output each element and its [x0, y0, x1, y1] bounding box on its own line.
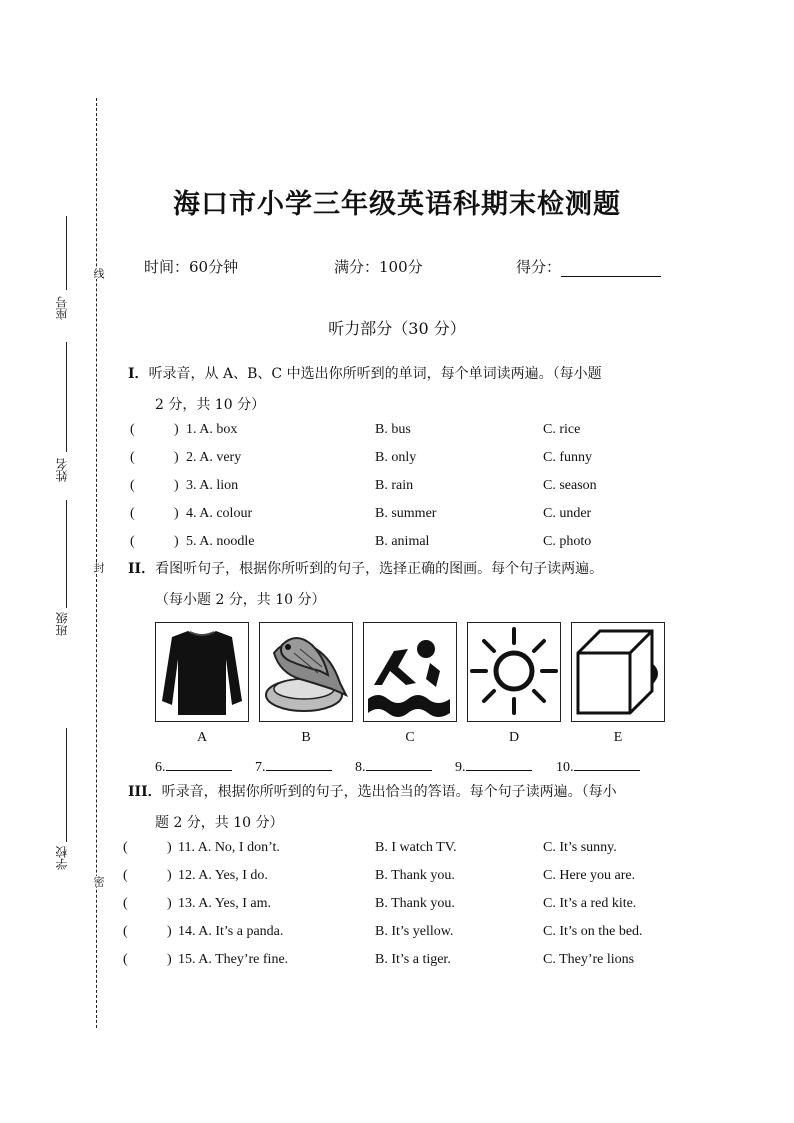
- option-c: C. Here you are.: [543, 868, 636, 883]
- section-1-instructions: [128, 360, 678, 388]
- seal-char-line: 线: [92, 268, 105, 279]
- answer-paren-open[interactable]: (: [123, 952, 128, 967]
- option-b: B. only: [375, 450, 417, 465]
- option-b: B. animal: [375, 534, 430, 549]
- picture-e-box: [571, 622, 665, 722]
- box-with-ball-icon: [572, 623, 664, 721]
- blank-number: 8.: [355, 760, 366, 775]
- answer-paren-close: ): [174, 534, 179, 549]
- swimming-icon: [364, 623, 456, 721]
- option-a: 14. A. It’s a panda.: [178, 924, 284, 939]
- section-1-number: I．: [128, 366, 149, 382]
- option-b: B. summer: [375, 506, 437, 521]
- answer-paren-close: ): [174, 506, 179, 521]
- seal-char-seal: 封: [92, 562, 105, 573]
- sun-icon: [468, 623, 560, 721]
- picture-letter: D: [508, 730, 520, 745]
- class-line: [66, 500, 67, 608]
- picture-letter: A: [196, 730, 208, 745]
- option-b: B. bus: [375, 422, 411, 437]
- option-b: B. It’s a tiger.: [375, 952, 451, 967]
- section-1-text: 听录音，从 A、B、C 中选出你所听到的单词，每个单词读两遍。（每小题: [148, 366, 602, 382]
- seat-number-label: 座号: [55, 296, 69, 320]
- answer-paren-open[interactable]: (: [130, 450, 135, 465]
- picture-c-swimming: [363, 622, 457, 722]
- answer-paren-close: ): [167, 952, 172, 967]
- section-2-instructions: [128, 555, 678, 583]
- section-3-instructions: [128, 778, 678, 806]
- section-3-text: 听录音，根据你所听到的句子，选出恰当的答语。每个句子读两遍。（每小: [161, 784, 617, 800]
- answer-blank[interactable]: [355, 756, 432, 776]
- answer-blank[interactable]: [556, 756, 640, 776]
- answer-paren-close: ): [174, 478, 179, 493]
- option-a: 12. A. Yes, I do.: [178, 868, 268, 883]
- option-b: B. Thank you.: [375, 896, 455, 911]
- name-label: 姓名: [55, 458, 69, 482]
- answer-blank[interactable]: [455, 756, 532, 776]
- section-2-text: 看图听句子，根据你所听到的句子，选择正确的图画。每个句子读两遍。: [155, 561, 604, 577]
- name-line: [66, 342, 67, 452]
- option-c: C. rice: [543, 422, 581, 437]
- time-info: 时间：60分钟: [144, 258, 239, 276]
- answer-paren-close: ): [167, 924, 172, 939]
- answer-paren-open[interactable]: (: [123, 896, 128, 911]
- fish-on-plate-icon: [260, 623, 352, 721]
- option-b: B. Thank you.: [375, 868, 455, 883]
- picture-d-sun: [467, 622, 561, 722]
- option-c: C. season: [543, 478, 597, 493]
- option-a: 3. A. lion: [186, 478, 239, 493]
- answer-paren-open[interactable]: (: [123, 840, 128, 855]
- answer-paren-close: ): [174, 450, 179, 465]
- section-3-number: III．: [128, 784, 162, 800]
- answer-paren-open[interactable]: (: [130, 422, 135, 437]
- blank-number: 6.: [155, 760, 166, 775]
- score-label: 得分：: [516, 258, 562, 276]
- option-c: C. photo: [543, 534, 592, 549]
- picture-letter: E: [613, 730, 623, 745]
- option-b: B. I watch TV.: [375, 840, 457, 855]
- option-a: 13. A. Yes, I am.: [178, 896, 271, 911]
- answer-paren-close: ): [167, 840, 172, 855]
- option-b: B. rain: [375, 478, 414, 493]
- listening-part-title: 听力部分（30 分）: [328, 319, 466, 338]
- option-c: C. It’s on the bed.: [543, 924, 643, 939]
- blank-line[interactable]: [266, 756, 332, 771]
- page-title: 海口市小学三年级英语科期末检测题: [173, 189, 621, 220]
- picture-a-sweater: [155, 622, 249, 722]
- answer-paren-open[interactable]: (: [123, 868, 128, 883]
- blank-line[interactable]: [166, 756, 232, 771]
- full-score-info: 满分：100分: [334, 258, 423, 276]
- option-a: 1. A. box: [186, 422, 238, 437]
- section-2-number: II．: [128, 561, 156, 577]
- option-c: C. funny: [543, 450, 592, 465]
- blank-number: 7.: [255, 760, 266, 775]
- class-label: 班级: [55, 612, 69, 636]
- seal-char-secret: 密: [92, 876, 105, 887]
- option-a: 15. A. They’re fine.: [178, 952, 289, 967]
- option-a: 5. A. noodle: [186, 534, 255, 549]
- picture-letter: B: [301, 730, 311, 745]
- blank-number: 9.: [455, 760, 466, 775]
- answer-paren-open[interactable]: (: [130, 534, 135, 549]
- section-1-text-cont: 2 分，共 10 分）: [155, 397, 266, 413]
- picture-b-fish: [259, 622, 353, 722]
- option-c: C. They’re lions: [543, 952, 635, 967]
- blank-line[interactable]: [466, 756, 532, 771]
- blank-line[interactable]: [366, 756, 432, 771]
- answer-blank[interactable]: [155, 756, 232, 776]
- answer-paren-close: ): [174, 422, 179, 437]
- seat-number-line: [66, 216, 67, 290]
- picture-letter: C: [405, 730, 415, 745]
- school-line: [66, 728, 67, 842]
- blank-line[interactable]: [574, 756, 640, 771]
- option-c: C. It’s a red kite.: [543, 896, 637, 911]
- answer-paren-open[interactable]: (: [123, 924, 128, 939]
- school-label: 学校: [55, 846, 69, 870]
- section-3-text-cont: 题 2 分，共 10 分）: [155, 815, 284, 831]
- option-a: 2. A. very: [186, 450, 242, 465]
- sweater-icon: [156, 623, 248, 721]
- option-c: C. under: [543, 506, 592, 521]
- option-b: B. It’s yellow.: [375, 924, 454, 939]
- blank-number: 10.: [556, 760, 574, 775]
- section-2-text-cont: （每小题 2 分，共 10 分）: [155, 592, 326, 608]
- option-a: 11. A. No, I don’t.: [178, 840, 280, 855]
- score-blank[interactable]: [561, 260, 661, 277]
- option-c: C. It’s sunny.: [543, 840, 617, 855]
- answer-paren-close: ): [167, 868, 172, 883]
- answer-blank[interactable]: [255, 756, 332, 776]
- answer-paren-open[interactable]: (: [130, 478, 135, 493]
- option-a: 4. A. colour: [186, 506, 253, 521]
- score-info: [516, 256, 661, 277]
- answer-paren-close: ): [167, 896, 172, 911]
- answer-paren-open[interactable]: (: [130, 506, 135, 521]
